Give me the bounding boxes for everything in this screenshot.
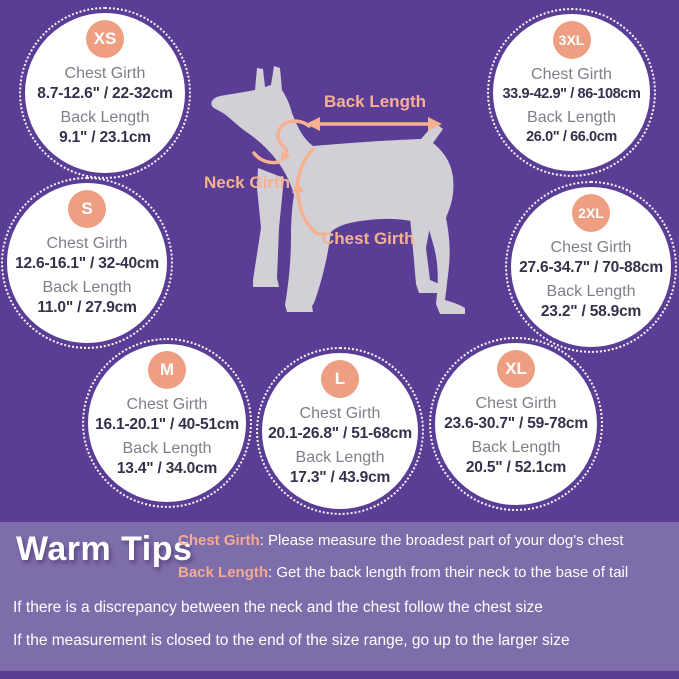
chest-girth-tip: [178, 532, 624, 549]
size-circle-3xl: [493, 14, 650, 171]
size-circle-s: [7, 183, 167, 343]
size-badge: 2XL: [572, 194, 610, 232]
size-badge: M: [148, 351, 186, 389]
chest-girth-value: 20.1-26.8" / 51-68cm: [268, 424, 412, 442]
size-circle-xs: [25, 13, 185, 173]
size-badge: 3XL: [553, 21, 591, 59]
back-length-heading: Back Length: [295, 449, 385, 467]
chest-girth-value: 12.6-16.1" / 32-40cm: [15, 254, 159, 272]
back-length-heading: Back Length: [527, 109, 616, 127]
size-circle-xl: [435, 343, 597, 505]
back-length-value: 17.3" / 43.9cm: [289, 469, 391, 486]
back-length-heading: Back Length: [122, 440, 212, 458]
size-up-note: If the measurement is closed to the end of the size range, go up to the larger size: [13, 632, 570, 649]
back-length-heading: Back Length: [42, 279, 132, 297]
size-circle-m: [88, 344, 246, 502]
chest-girth-value: 16.1-20.1" / 40-51cm: [95, 415, 239, 433]
size-badge: L: [321, 360, 359, 398]
chest-girth-tip-text: : Please measure the broadest part of your dog's chest: [259, 532, 624, 549]
size-circle-l: [262, 353, 418, 509]
chest-girth-value: 27.6-34.7" / 70-88cm: [519, 258, 663, 276]
back-length-tip-text: : Get the back length from their neck to the base of tail: [268, 564, 629, 581]
back-length-tip: [178, 564, 628, 581]
neck-girth-diagram-label: Neck Girth: [204, 173, 290, 192]
size-badge: XS: [86, 20, 124, 58]
chest-girth-heading: Chest Girth: [46, 235, 128, 252]
back-length-value: 23.2" / 58.9cm: [540, 303, 642, 320]
back-length-value: 13.4" / 34.0cm: [116, 460, 218, 477]
chest-girth-heading: Chest Girth: [64, 65, 146, 82]
back-length-heading: Back Length: [471, 439, 561, 457]
chest-girth-heading: Chest Girth: [550, 239, 632, 256]
size-badge: S: [68, 190, 106, 228]
discrepancy-note: If there is a discrepancy between the neck and the chest follow the chest size: [13, 599, 543, 616]
back-length-value: 20.5" / 52.1cm: [465, 459, 567, 476]
back-length-tip-label: Back Length: [178, 564, 269, 581]
back-length-heading: Back Length: [60, 109, 150, 127]
chest-girth-diagram-label: Chest Girth: [322, 229, 415, 248]
back-length-arrow: [306, 117, 442, 131]
chest-girth-heading: Chest Girth: [126, 396, 208, 413]
chest-girth-tip-label: Chest Girth: [178, 532, 260, 549]
warm-tips-title: Warm Tips: [16, 530, 193, 568]
size-badge: XL: [497, 350, 535, 388]
chest-girth-heading: Chest Girth: [475, 395, 557, 412]
chest-girth-value: 8.7-12.6" / 22-32cm: [37, 84, 173, 102]
size-circle-2xl: [511, 187, 671, 347]
back-length-value: 11.0" / 27.9cm: [37, 299, 137, 316]
back-length-heading: Back Length: [546, 283, 636, 301]
chest-girth-heading: Chest Girth: [531, 66, 612, 83]
back-length-value: 9.1" / 23.1cm: [59, 129, 151, 146]
back-length-value: 26.0" / 66.0cm: [526, 128, 617, 145]
back-length-diagram-label: Back Length: [323, 92, 427, 111]
warm-tips-panel: [0, 522, 679, 671]
bottom-strip: [0, 671, 679, 679]
chest-girth-heading: Chest Girth: [299, 405, 381, 422]
chest-girth-value: 33.9-42.9" / 86-108cm: [502, 85, 641, 102]
chest-girth-value: 23.6-30.7" / 59-78cm: [444, 414, 588, 432]
